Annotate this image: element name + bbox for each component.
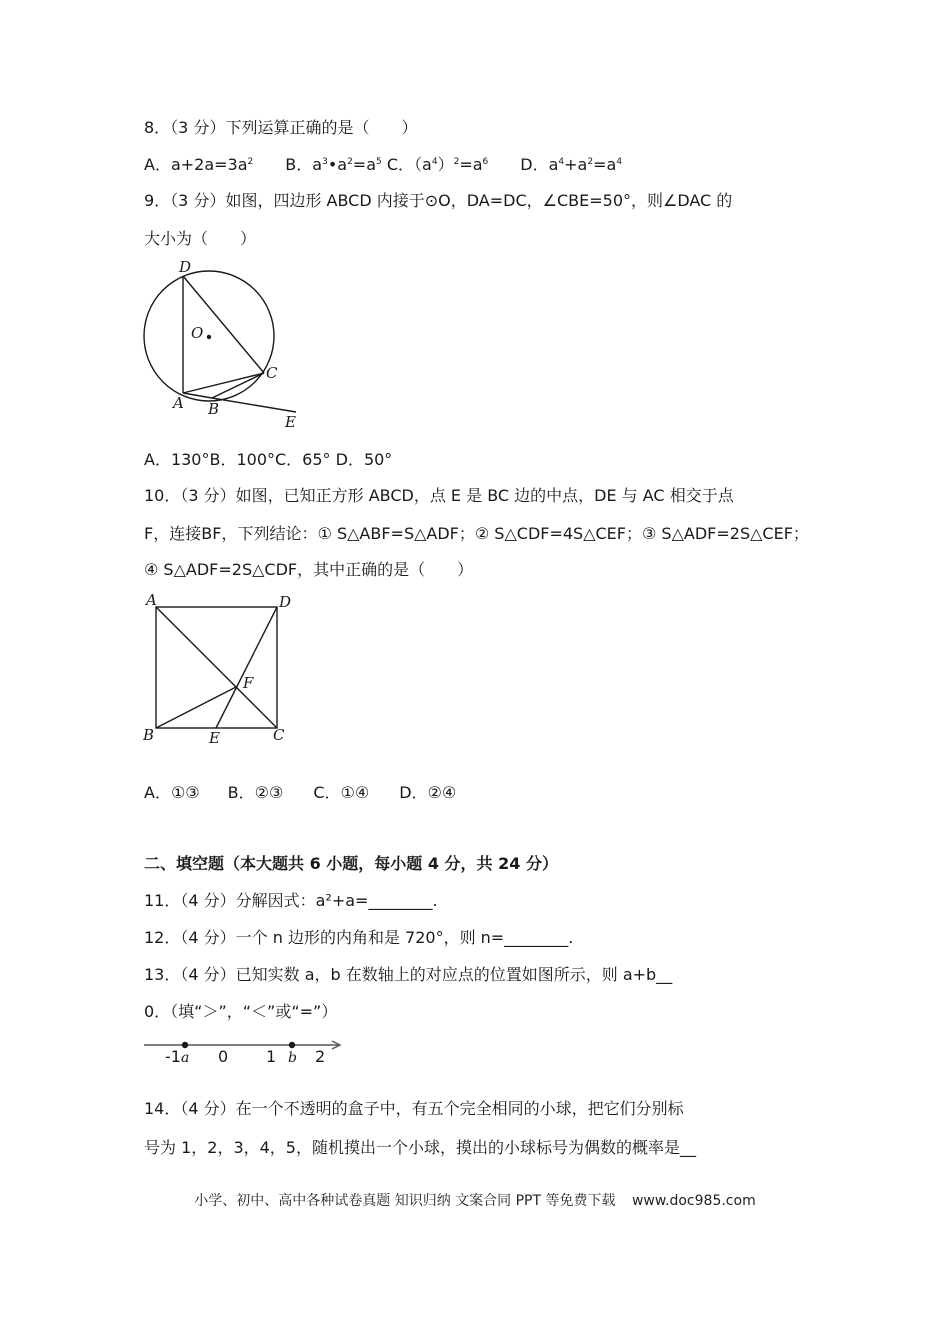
tick-2: 2 bbox=[315, 1047, 326, 1066]
tick-minus1: -1 bbox=[165, 1047, 181, 1066]
q9-figure bbox=[136, 256, 316, 440]
q10-figure bbox=[140, 590, 300, 754]
q14-stem-line1: 14．（4 分）在一个不透明的盒子中，有五个完全相同的小球，把它们分别标 bbox=[144, 1099, 684, 1118]
label-o: O bbox=[191, 324, 204, 342]
q8-stem: 8．（3 分）下列运算正确的是（ ） bbox=[144, 118, 418, 137]
label-d: D bbox=[279, 593, 292, 611]
label-c: C bbox=[266, 364, 278, 382]
q12-stem: 12．（4 分）一个 n 边形的内角和是 720°，则 n=________. bbox=[144, 928, 574, 947]
q11-stem: 11．（4 分）分解因式：a²+a=________. bbox=[144, 891, 438, 910]
footer-url[interactable]: www.doc985.com bbox=[631, 1193, 756, 1209]
center-point bbox=[207, 335, 211, 339]
page-footer bbox=[0, 1190, 950, 1210]
q9-stem-line2: 大小为（ ） bbox=[144, 229, 257, 248]
q13-number-line bbox=[140, 1034, 350, 1070]
q8-options: A．$a+2a=3a^2$ B．$a^3•a^2=a^5$ C．$(a^4)^2=a^6$ D．$a^4+a^2=a^4$ bbox=[144, 155, 623, 174]
q10-stem-line3: ④ S△ADF=2S△CDF，其中正确的是（ ） bbox=[144, 560, 474, 579]
footer-text: 小学、初中、高中各种试卷真题 知识归纳 文案合同 PPT 等免费下载 bbox=[194, 1193, 616, 1209]
label-e: E bbox=[209, 729, 220, 747]
q14-stem-line2: 号为 1，2，3，4，5，随机摸出一个小球，摸出的小球标号为偶数的概率是__ bbox=[144, 1138, 696, 1157]
label-c: C bbox=[273, 726, 285, 744]
tick-0: 0 bbox=[218, 1047, 229, 1066]
section-2-title: 二、填空题（本大题共 6 小题，每小题 4 分，共 24 分） bbox=[144, 854, 558, 873]
label-b: b bbox=[288, 1050, 297, 1066]
q13-stem-line1: 13．（4 分）已知实数 a，b 在数轴上的对应点的位置如图所示，则 a+b__ bbox=[144, 965, 673, 984]
q10-stem-line1: 10．（3 分）如图，已知正方形 ABCD，点 E 是 BC 边的中点，DE 与 AC 相交于点 bbox=[144, 486, 734, 505]
q9-options: A．130°B．100°C．65° D．50° bbox=[144, 450, 393, 469]
point-a bbox=[182, 1042, 188, 1048]
tick-1: 1 bbox=[266, 1047, 277, 1066]
label-a: a bbox=[181, 1050, 190, 1066]
q9-stem-line1: 9．（3 分）如图，四边形 ABCD 内接于⊙O，DA=DC，∠CBE=50°，则∠DAC 的 bbox=[144, 191, 733, 210]
label-d: D bbox=[179, 258, 192, 276]
point-b bbox=[289, 1042, 295, 1048]
label-b: B bbox=[208, 400, 220, 418]
label-f: F bbox=[243, 674, 254, 692]
label-a: A bbox=[146, 591, 157, 609]
label-e: E bbox=[285, 413, 296, 431]
label-b: B bbox=[143, 726, 155, 744]
label-a: A bbox=[173, 394, 184, 412]
q13-stem-line2: 0．（填“＞”，“＜”或“=”） bbox=[144, 1002, 338, 1021]
q10-options: A．①③ B．②③ C．①④ D．②④ bbox=[144, 783, 457, 802]
q10-stem-line2: F， 连 接 BF， 下 列 结 论 ： ① S△ABF=S△ADF； ② S△CDF=4S△CEF； ③ S△ADF=2S△CEF； bbox=[144, 524, 809, 543]
